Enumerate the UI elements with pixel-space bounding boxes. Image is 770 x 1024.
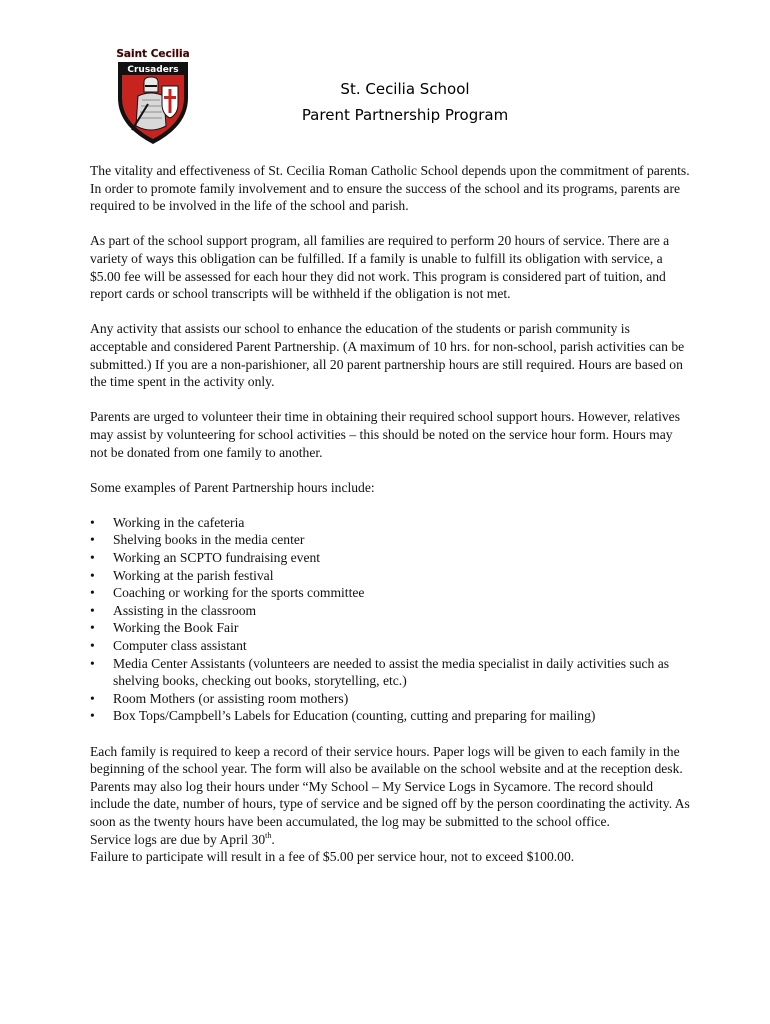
due-date-line (90, 831, 690, 849)
list-item: • Working the Book Fair (90, 619, 690, 637)
document-body (90, 162, 690, 866)
penalty-line: Failure to participate will result in a fee of $5.00 per service hour, not to exceed $100.00. (90, 849, 575, 865)
list-item: • Media Center Assistants (volunteers are needed to assist the media specialist in daily activities such as shelving books, checking out books, storytelling, etc.) (90, 655, 690, 690)
list-item: • Room Mothers (or assisting room mothers) (90, 690, 690, 708)
list-item: • Box Tops/Campbell’s Labels for Education (counting, cutting and preparing for mailing) (90, 707, 690, 725)
cross-shield-icon (162, 86, 178, 118)
service-requirement-paragraph: As part of the school support program, all families are required to perform 20 hours of service. There are a variety of ways this obligation can be fulfilled. If a family is unable to fulfill its obligation with service, a $5.00 fee will be assessed for each hour they did not work. This program is considered part of tuition, and report cards or school transcripts will be withheld if the obligation is not met. (90, 233, 670, 302)
logo-title-text: Saint Cecilia (116, 48, 190, 60)
list-item: • Assisting in the classroom (90, 602, 690, 620)
school-logo (114, 46, 192, 146)
eligible-activities-paragraph: Any activity that assists our school to enhance the education of the students or parish community is acceptable and considered Parent Partnership. (A maximum of 10 hrs. for non-school, parish activities can be submitted.) If you are a non-parishioner, all 20 parent partnership hours are still required. Hours are based on the time spent in the activity only. (90, 321, 685, 390)
examples-intro: Some examples of Parent Partnership hours include: (90, 479, 375, 495)
due-date-ordinal: th (265, 830, 272, 840)
list-item: • Working at the parish festival (90, 567, 690, 585)
list-item: • Shelving books in the media center (90, 531, 690, 549)
page-title (230, 76, 580, 128)
school-name: St. Cecilia School (340, 80, 470, 98)
due-date-text: Service logs are due by April 30 (90, 831, 266, 847)
due-date-period: . (271, 831, 275, 847)
program-name: Parent Partnership Program (301, 106, 509, 124)
list-item: • Coaching or working for the sports committee (90, 584, 690, 602)
list-item: • Computer class assistant (90, 637, 690, 655)
examples-list (90, 514, 690, 725)
logo-subtitle-text: Crusaders (127, 65, 179, 75)
list-item: • Working an SCPTO fundraising event (90, 549, 690, 567)
record-keeping-paragraph: Each family is required to keep a record of their service hours. Paper logs will be given to each family in the beginning of the school year. The form will also be available on the school website and at the reception desk. Parents may also log their hours under “My School – My Service Logs in Sycamore. The record should include the date, number of hours, type of service and be signed off by the person coordinating the activity. As soon as the twenty hours have been accumulated, the log may be submitted to the school office. (90, 743, 690, 829)
volunteer-paragraph: Parents are urged to volunteer their time in obtaining their required school support hours. However, relatives may assist by volunteering for school activities – this should be noted on the service hour form. Hours may not be donated from one family to another. (90, 409, 680, 460)
intro-paragraph: The vitality and effectiveness of St. Cecilia Roman Catholic School depends upon the commitment of parents. In order to promote family involvement and to ensure the success of the school and its programs, parents are required to be involved in the life of the school and parish. (90, 163, 690, 214)
list-item: • Working in the cafeteria (90, 514, 690, 532)
